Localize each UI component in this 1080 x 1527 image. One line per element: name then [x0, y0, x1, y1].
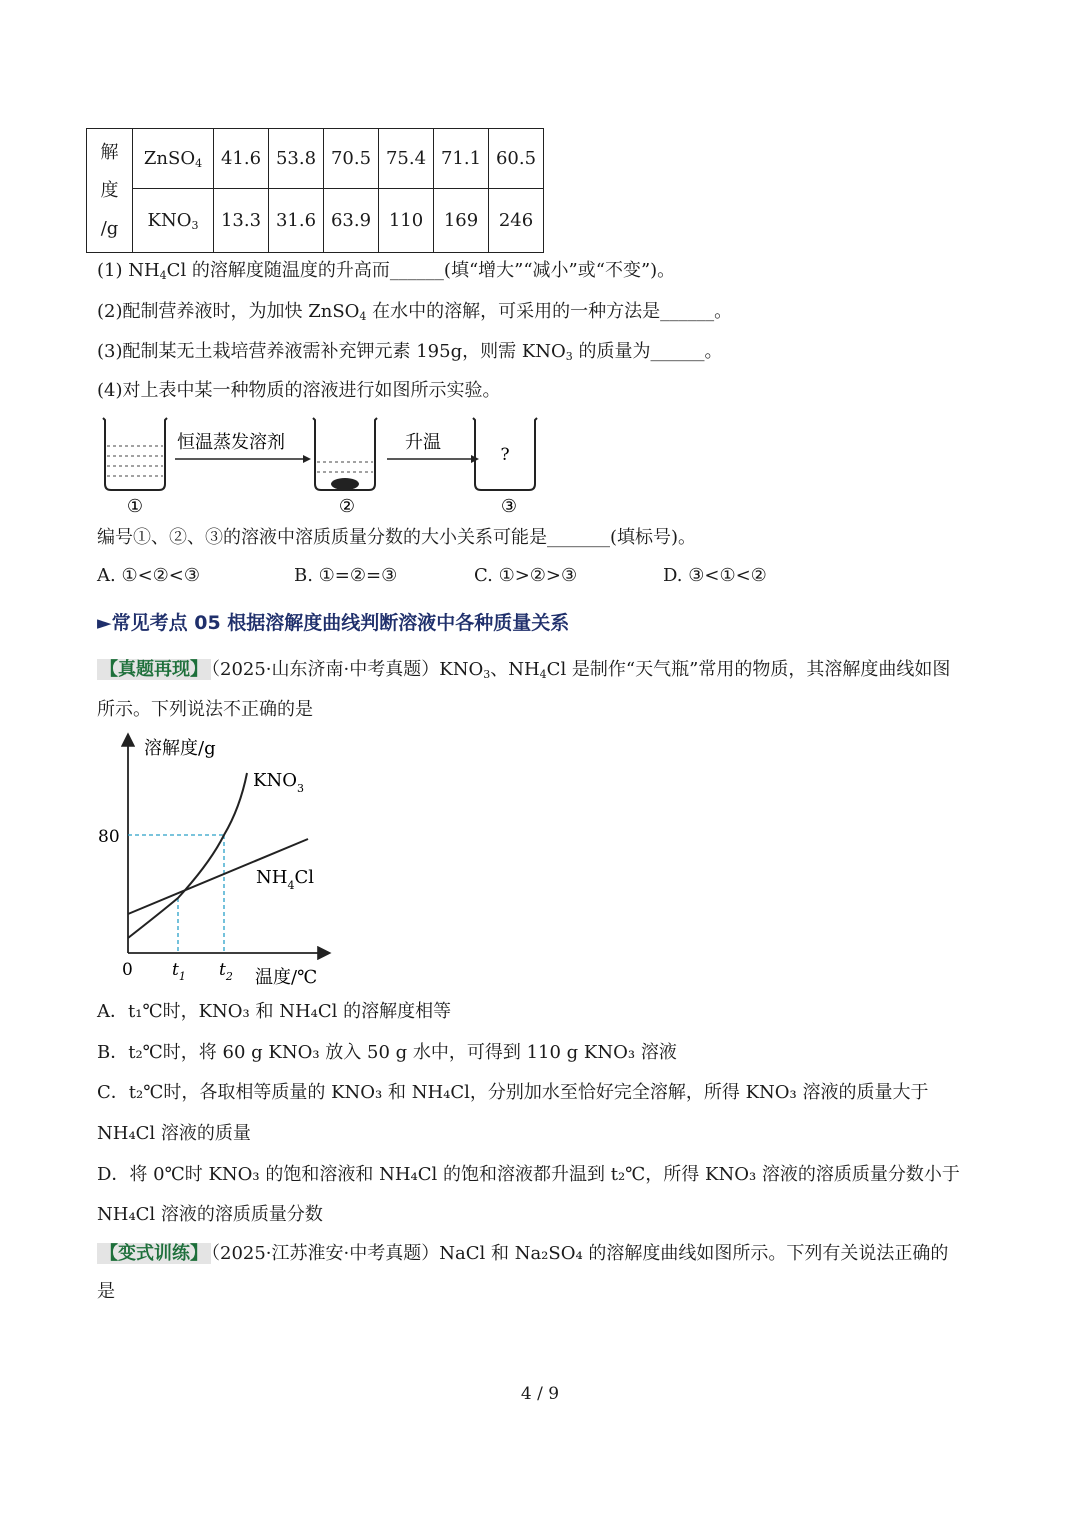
option-a: A. ①<②<③: [97, 565, 201, 586]
question-4: (4)对上表中某一种物质的溶液进行如图所示实验。: [97, 380, 501, 401]
option2-c-line2: NH₄Cl 溶液的质量: [97, 1123, 251, 1144]
arrowhead-1: [303, 455, 311, 463]
table-cell: 75.4: [379, 129, 434, 189]
beaker-3: [473, 418, 537, 490]
y-axis-label: 溶解度/g: [144, 738, 216, 759]
row-header: 解 度 /g: [87, 129, 133, 253]
crystal-precipitate: [331, 478, 359, 490]
label-1: ①: [126, 496, 144, 517]
option-b: B. ①=②=③: [294, 565, 398, 586]
label-3: ③: [500, 496, 518, 517]
label-2: ②: [338, 496, 356, 517]
option2-d-line1: D．将 0℃时 KNO₃ 的饱和溶液和 NH₄Cl 的饱和溶液都升温到 t₂℃，所得 KNO₃ 溶液的溶质质量分数小于: [97, 1164, 960, 1185]
origin-label: 0: [122, 960, 133, 980]
question-mark: ?: [500, 445, 510, 465]
table-cell: 60.5: [489, 129, 544, 189]
option2-b: B．t₂℃时，将 60 g KNO₃ 放入 50 g 水中，可得到 110 g KNO₃ 溶液: [97, 1042, 677, 1063]
question-1: (1) $NH_4Cl$ 的溶解度随温度的升高而______(填“增大”“减小”或“不变”)。: [97, 260, 676, 282]
solubility-table: [86, 128, 544, 253]
table-cell: 53.8: [269, 129, 324, 189]
question-3: (3)配制某无土栽培营养液需补充钾元素 195g，则需 $KNO_3$ 的质量为______。: [97, 341, 723, 363]
page-number: 4 / 9: [520, 1384, 560, 1404]
zhenti-tag: 【真题再现】: [97, 659, 211, 680]
substance-cell: $KNO_3$: [133, 189, 214, 253]
table-cell: 13.3: [214, 189, 269, 253]
x-tick-t2: $t_2$: [219, 960, 233, 983]
beaker-1: [103, 418, 167, 490]
question-5: 编号①、②、③的溶液中溶质质量分数的大小关系可能是_______(填标号)。: [97, 527, 697, 548]
section-title: ►常见考点 05 根据溶解度曲线判断溶液中各种质量关系: [97, 612, 570, 634]
step2-label: 升温: [405, 432, 441, 453]
series-nh4cl-label: $NH_4Cl$: [256, 867, 314, 892]
experiment-diagram: [95, 412, 555, 522]
table-cell: 169: [434, 189, 489, 253]
zhenti-line-1: 【真题再现】 （2025·山东济南·中考真题）$KNO_3$、$NH_4Cl$ 是制作“天气瓶”常用的物质，其溶解度曲线如图: [97, 657, 950, 683]
step1-label: 恒温蒸发溶剂: [177, 432, 285, 453]
option2-d-line2: NH₄Cl 溶液的溶质质量分数: [97, 1204, 323, 1225]
substance-cell: ZnSO$_4$: [133, 129, 214, 189]
table-cell: 41.6: [214, 129, 269, 189]
series-kno3-label: $KNO_3$: [253, 770, 304, 795]
table-cell: 31.6: [269, 189, 324, 253]
beaker-2: [313, 418, 377, 490]
question-2: (2)配制营养液时，为加快 ZnSO$_4$ 在水中的溶解，可采用的一种方法是______。: [97, 301, 733, 323]
bianshi-line-2: 是: [97, 1281, 115, 1302]
table-cell: 71.1: [434, 129, 489, 189]
series-kno3-curve: [128, 773, 247, 938]
y-tick-80: 80: [98, 827, 120, 847]
option2-c-line1: C．t₂℃时，各取相等质量的 KNO₃ 和 NH₄Cl，分别加水至恰好完全溶解，所得 KNO₃ 溶液的质量大于: [97, 1082, 929, 1103]
table-cell: 246: [489, 189, 544, 253]
option-d: D. ③<①<②: [663, 565, 767, 586]
option2-a: A．t₁℃时，KNO₃ 和 NH₄Cl 的溶解度相等: [97, 1001, 452, 1022]
option-c: C. ①>②>③: [474, 565, 578, 586]
x-axis-label: 温度/℃: [255, 967, 318, 988]
zhenti-line-2: 所示。下列说法不正确的是: [97, 699, 313, 720]
x-tick-t1: $t_1$: [172, 960, 186, 983]
options-row-1: [97, 563, 767, 589]
table-cell: 70.5: [324, 129, 379, 189]
solubility-chart: [90, 728, 350, 990]
table-cell: 110: [379, 189, 434, 253]
bianshi-line-1: 【变式训练】 （2025·江苏淮安·中考真题）NaCl 和 Na₂SO₄ 的溶解度曲线如图所示。下列有关说法正确的: [97, 1241, 948, 1267]
bianshi-tag: 【变式训练】: [97, 1243, 211, 1264]
table-cell: 63.9: [324, 189, 379, 253]
